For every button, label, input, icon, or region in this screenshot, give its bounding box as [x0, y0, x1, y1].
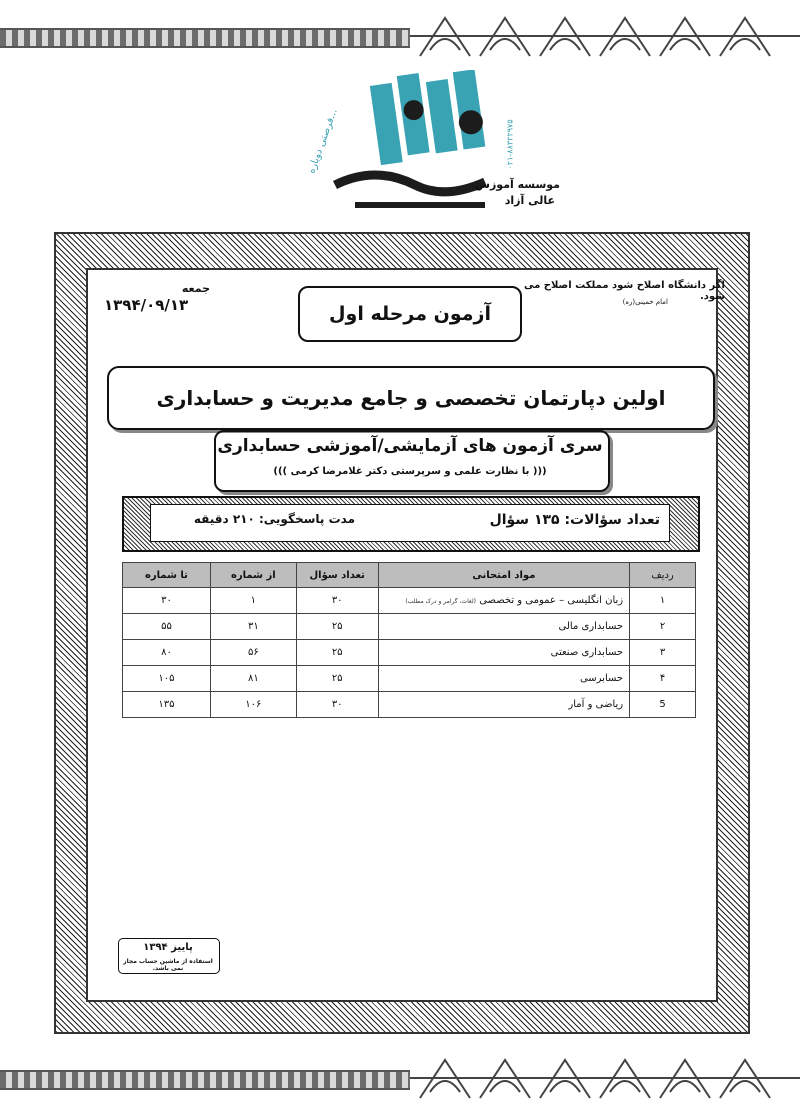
row-number: 5: [630, 692, 696, 718]
ornament-pattern: [410, 1052, 800, 1104]
table-row: [123, 588, 696, 614]
from-number-cell: ۱: [210, 588, 296, 614]
logo-tagline: فرصتی دوباره...: [306, 107, 340, 175]
row-number: ۱: [630, 588, 696, 614]
table-row: [123, 614, 696, 640]
exam-date: ۱۳۹۴/۰۹/۱۳: [104, 296, 189, 314]
from-number-cell: ۳۱: [210, 614, 296, 640]
exam-day: جمعه: [181, 282, 210, 295]
subject-name: زبان انگلیسی – عمومی و تخصصی: [479, 595, 624, 606]
from-number-cell: ۵۶: [210, 640, 296, 666]
subject-cell: [378, 588, 629, 614]
institute-logo: [295, 70, 565, 220]
logo-institute-line1: موسسه آموزش: [474, 178, 560, 191]
quote-text: اگر دانشگاه اصلاح شود مملکت اصلاح می شود.: [523, 280, 725, 302]
header-row-number: ردیف: [630, 563, 696, 588]
table-header-row: [123, 563, 696, 588]
bottom-decorative-band: [0, 1052, 800, 1104]
season-label: پاییز ۱۳۹۴: [143, 942, 193, 953]
ornament-pattern: [410, 10, 800, 62]
question-count-cell: ۲۵: [296, 640, 378, 666]
question-count: تعداد سؤالات: ۱۳۵ سؤال: [489, 512, 660, 528]
subjects-table: [122, 562, 696, 718]
logo-institute-line2: عالی آزاد: [504, 194, 555, 207]
series-title: سری آزمون های آزمایشی/آموزشی حسابداری: [217, 436, 603, 456]
exam-duration: مدت پاسخگویی: ۲۱۰ دقیقه: [193, 512, 355, 526]
question-count-cell: ۳۰: [296, 692, 378, 718]
quote-source: امام خمینی(ره): [622, 298, 668, 306]
rope-border: [0, 1070, 420, 1090]
top-decorative-band: [0, 10, 800, 62]
exam-stage-title: آزمون مرحله اول: [298, 286, 522, 342]
rope-border: [0, 28, 420, 48]
question-count-cell: ۲۵: [296, 666, 378, 692]
from-number-cell: ۸۱: [210, 666, 296, 692]
to-number-cell: ۱۳۵: [123, 692, 211, 718]
table-row: [123, 692, 696, 718]
header-from-number: از شماره: [210, 563, 296, 588]
series-supervision: ((( با نظارت علمی و سرپرستی دکتر غلامرضا کرمی ))): [273, 466, 547, 477]
subject-name: حسابداری صنعتی: [378, 640, 629, 666]
to-number-cell: ۸۰: [123, 640, 211, 666]
question-count-cell: ۳۰: [296, 588, 378, 614]
row-number: ۴: [630, 666, 696, 692]
subject-note: (لغات، گرامر و درک مطلب): [405, 598, 476, 605]
subject-name: حسابرسی: [378, 666, 629, 692]
department-title: اولین دپارتمان تخصصی و جامع مدیریت و حسابداری: [107, 366, 715, 430]
header-question-count: تعداد سؤال: [296, 563, 378, 588]
logo-phone: ۰۲۱-۸۸۳۲۲۹۷۵: [505, 119, 515, 170]
to-number-cell: ۱۰۵: [123, 666, 211, 692]
table-row: [123, 666, 696, 692]
subject-name: ریاضی و آمار: [378, 692, 629, 718]
to-number-cell: ۳۰: [123, 588, 211, 614]
header-subject: مواد امتحانی: [378, 563, 629, 588]
table-row: [123, 640, 696, 666]
header-to-number: تا شماره: [123, 563, 211, 588]
subject-name: حسابداری مالی: [378, 614, 629, 640]
from-number-cell: ۱۰۶: [210, 692, 296, 718]
to-number-cell: ۵۵: [123, 614, 211, 640]
row-number: ۳: [630, 640, 696, 666]
calculator-warning: استفاده از ماشین حساب مجاز نمی باشد.: [123, 958, 213, 972]
question-count-cell: ۲۵: [296, 614, 378, 640]
row-number: ۲: [630, 614, 696, 640]
